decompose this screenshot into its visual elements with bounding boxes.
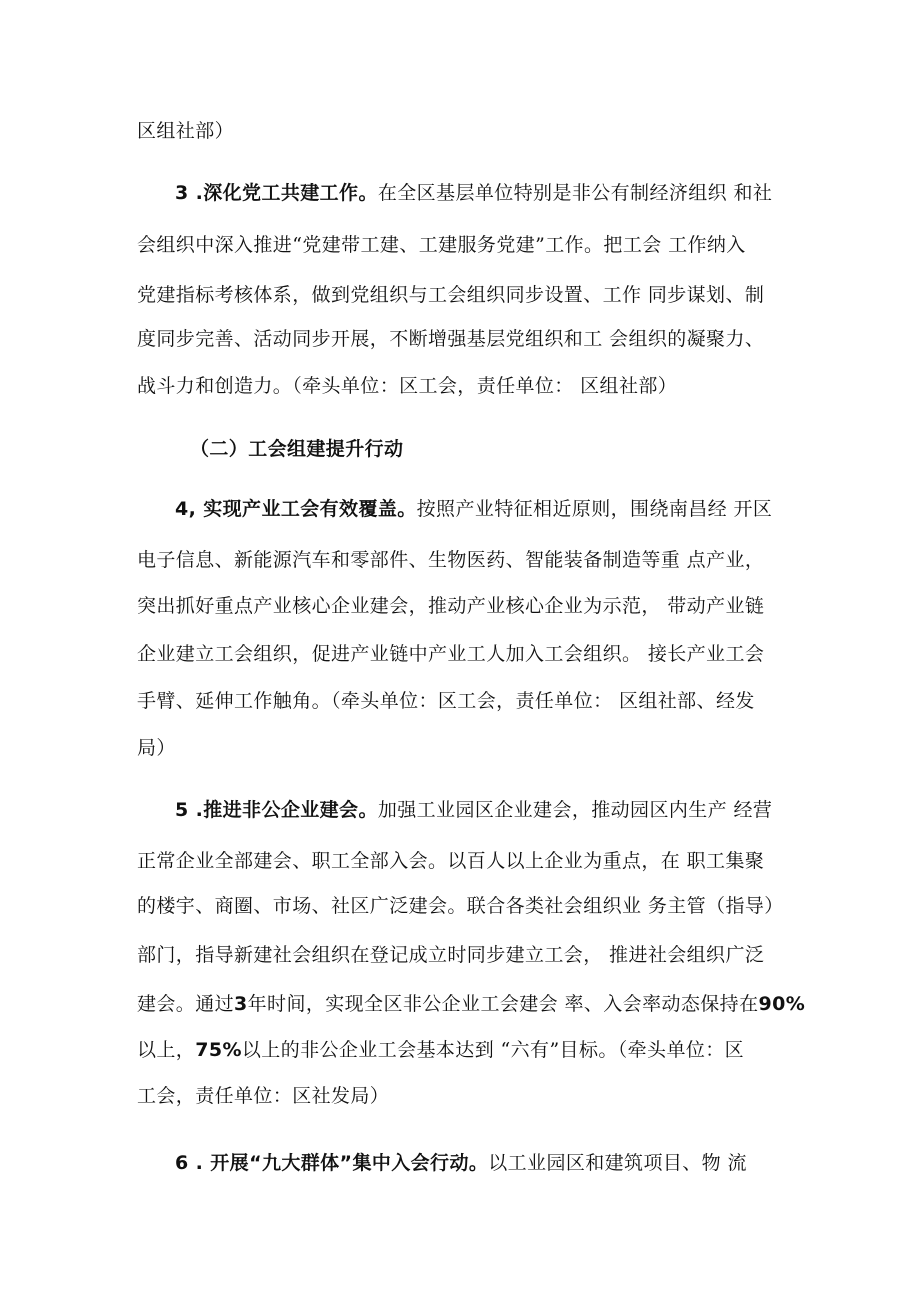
paragraph-line bbox=[137, 1083, 797, 1109]
number-3: 3 bbox=[234, 993, 248, 1015]
item-3-heading-line bbox=[175, 180, 797, 206]
paragraph-line bbox=[137, 942, 797, 968]
paragraph-line bbox=[137, 373, 797, 399]
item-6-heading-line bbox=[175, 1150, 797, 1176]
section-title: （二）工会组建提升行动 bbox=[190, 438, 404, 460]
line-text: 局） bbox=[137, 737, 176, 759]
line-text: 以上， bbox=[137, 1039, 196, 1061]
item-6-title: 6 . 开展“九大群体”集中入会行动。 bbox=[175, 1152, 489, 1174]
line-text: 工会，责任单位：区社发局） bbox=[137, 1085, 390, 1107]
line-text: 企业建立工会组织，促进产业链中产业工人加入工会组织。 接长产业工会 bbox=[137, 643, 765, 665]
paragraph-line bbox=[137, 547, 797, 573]
line-text: 党建指标考核体系，做到党组织与工会组织同步设置、工作 同步谋划、制 bbox=[137, 284, 765, 306]
paragraph-line bbox=[137, 641, 797, 667]
line-text: 部门，指导新建社会组织在登记成立时同步建立工会， 推进社会组织广泛 bbox=[137, 944, 765, 966]
line-text: 建会。通过 bbox=[137, 993, 235, 1015]
paragraph-line bbox=[137, 688, 797, 714]
line-text: 按照产业特征相近原则，围绕南昌经 开区 bbox=[416, 498, 773, 520]
line-text: 会组织中深入推进“党建带工建、工建服务党建”工作。把工会 工作纳入 bbox=[137, 234, 746, 256]
line-text: 在全区基层单位特别是非公有制经济组织 和社 bbox=[377, 182, 773, 204]
paragraph-line bbox=[137, 232, 797, 258]
line-text: 度同步完善、活动同步开展，不断增强基层党组织和工 会组织的凝聚力、 bbox=[137, 328, 765, 350]
item-5-heading-line bbox=[175, 797, 797, 823]
paragraph-line bbox=[137, 991, 806, 1017]
percent-90: 90% bbox=[758, 993, 806, 1015]
line-text: 年时间，实现全区非公企业工会建会 率、入会率动态保持在 bbox=[247, 993, 759, 1015]
item-5-title: 5 .推进非公企业建会。 bbox=[175, 799, 378, 821]
paragraph-line bbox=[137, 282, 797, 308]
paragraph-line bbox=[137, 118, 797, 144]
line-text: 以工业园区和建筑项目、物 流 bbox=[488, 1152, 747, 1174]
line-text: 加强工业园区企业建会，推动园区内生产 经营 bbox=[377, 799, 773, 821]
line-text: 电子信息、新能源汽车和零部件、生物医药、智能装备制造等重 点产业， bbox=[137, 549, 765, 571]
paragraph-line bbox=[137, 893, 797, 919]
line-text: 突出抓好重点产业核心企业建会，推动产业核心企业为示范， 带动产业链 bbox=[137, 595, 765, 617]
line-text: 正常企业全部建会、职工全部入会。以百人以上企业为重点，在 职工集聚 bbox=[137, 850, 765, 872]
line-text: 区组社部） bbox=[137, 120, 235, 142]
line-text: 手臂、延伸工作触角。（牵头单位：区工会，责任单位： 区组社部、经发 bbox=[137, 690, 755, 712]
paragraph-line bbox=[137, 848, 797, 874]
paragraph-line bbox=[137, 326, 797, 352]
item-4-heading-line bbox=[175, 496, 797, 522]
line-text: 战斗力和创造力。（牵头单位：区工会，责任单位： 区组社部） bbox=[137, 375, 678, 397]
line-text: 的楼宇、商圈、市场、社区广泛建会。联合各类社会组织业 务主管（指导） bbox=[137, 895, 784, 917]
percent-75: 75% bbox=[195, 1039, 242, 1061]
section-heading bbox=[190, 436, 850, 462]
item-3-title: 3 .深化党工共建工作。 bbox=[175, 182, 378, 204]
paragraph-line bbox=[137, 735, 797, 761]
item-4-title: 4, 实现产业工会有效覆盖。 bbox=[175, 498, 417, 520]
line-text: 以上的非公企业工会基本达到 “六有”目标。（牵头单位：区 bbox=[241, 1039, 745, 1061]
paragraph-line bbox=[137, 1037, 797, 1063]
paragraph-line bbox=[137, 593, 797, 619]
